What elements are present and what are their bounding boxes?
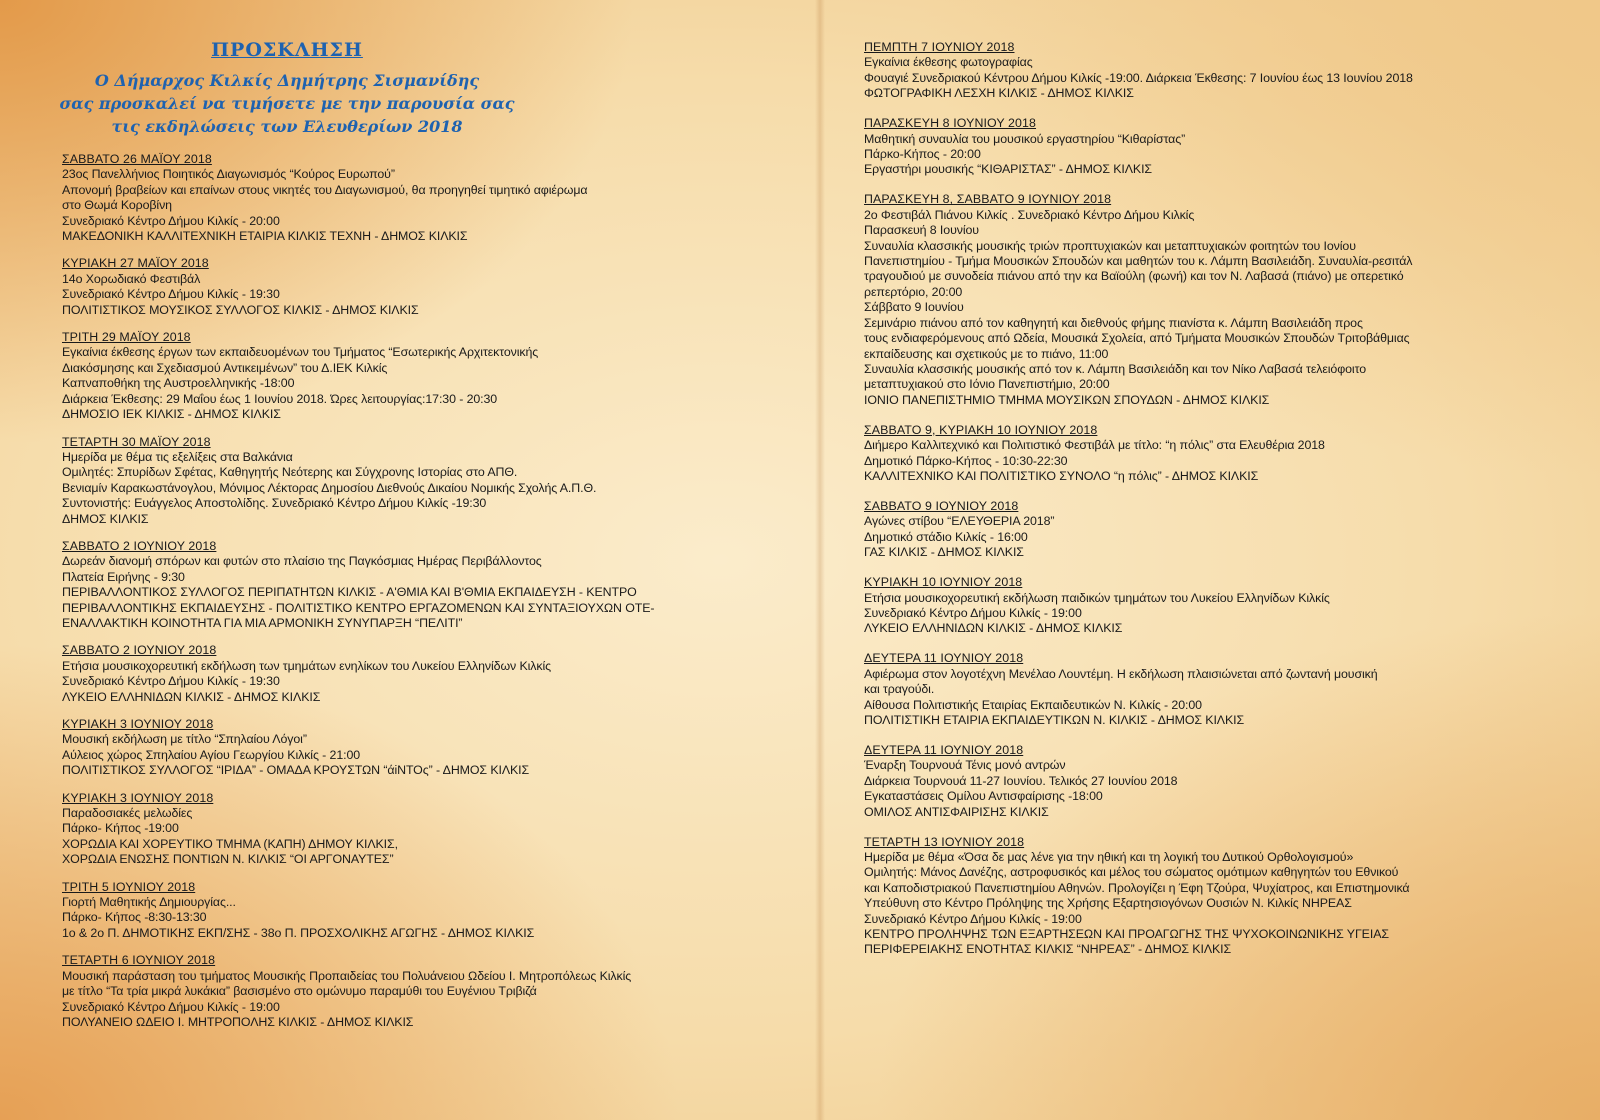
event-line: ΔΗΜΟΣ ΚΙΛΚΙΣ <box>62 511 149 526</box>
event-block <box>62 880 752 942</box>
event-date: ΣΑΒΒΑΤΟ 26 ΜΑΪΟΥ 2018 <box>62 152 212 166</box>
event-line: ΔΗΜΟΣΙΟ ΙΕΚ ΚΙΛΚΙΣ - ΔΗΜΟΣ ΚΙΛΚΙΣ <box>62 407 281 422</box>
event-line: Παραδοσιακές μελωδίες <box>62 806 193 821</box>
event-line: 1ο & 2ο Π. ΔΗΜΟΤΙΚΗΣ ΕΚΠ/ΣΗΣ - 38ο Π. ΠΡΟΣΧΟΛΙΚΗΣ ΑΓΩΓΗΣ - ΔΗΜΟΣ ΚΙΛΚΙΣ <box>62 925 535 940</box>
event-line: ΟΜΙΛΟΣ ΑΝΤΙΣΦΑΙΡΙΣΗΣ ΚΙΛΚΙΣ <box>864 804 1049 819</box>
event-line: Πάρκο- Κήπος -8:30-13:30 <box>62 910 207 925</box>
event-date: ΤΡΙΤΗ 29 ΜΑΪΟΥ 2018 <box>62 330 191 345</box>
event-date: ΚΥΡΙΑΚΗ 27 ΜΑΪΟΥ 2018 <box>62 256 209 271</box>
event-line: ΠΕΡΙΦΕΡΕΙΑΚΗΣ ΕΝΟΤΗΤΑΣ ΚΙΛΚΙΣ “ΝΗΡΕΑΣ” - ΔΗΜΟΣ ΚΙΛΚΙΣ <box>864 942 1232 957</box>
event-line: Πάρκο-Κήπος - 20:00 <box>864 147 981 162</box>
event-line: Διήμερο Καλλιτεχνικό και Πολιτιστικό Φεστιβάλ με τίτλο: “η πόλις” στα Ελευθέρια 2018 <box>864 438 1325 453</box>
event-line: Συνεδριακό Κέντρο Δήμου Κιλκίς - 19:00 <box>864 911 1082 926</box>
event-date: ΣΑΒΒΑΤΟ 2 ΙΟΥΝΙΟΥ 2018 <box>62 643 217 658</box>
right-event-list <box>864 40 1564 958</box>
right-column <box>864 0 1564 958</box>
event-line: Αφιέρωμα στον λογοτέχνη Μενέλαο Λουντέμη. Η εκδήλωση πλαισιώνεται από ζωντανή μουσική <box>864 666 1378 681</box>
event-block <box>864 116 1564 178</box>
event-line: ΚΕΝΤΡΟ ΠΡΟΛΗΨΗΣ ΤΩΝ ΕΞΑΡΤΗΣΕΩΝ ΚΑΙ ΠΡΟΑΓΩΓΗΣ ΤΗΣ ΨΥΧΟΚΟΙΝΩΝΙΚΗΣ ΥΓΕΙΑΣ <box>864 927 1389 942</box>
event-line: και Καποδιστριακού Πανεπιστημίου Αθηνών. Προλογίζει η Έφη Τζούρα, Ψυχίατρος, και Επιστημονικά <box>864 880 1410 895</box>
event-block <box>864 192 1564 408</box>
event-line: Ημερίδα με θέμα «Όσα δε μας λένε για την ηθική και τη λογική του Δυτικού Ορθολογισμού» <box>864 850 1354 865</box>
event-line: Ομιλητής: Μάνος Δανέζης, αστροφυσικός και μέλος του σώματος ομότιμων καθηγητών του Εθνικού <box>864 865 1399 880</box>
event-line: Ομιλητές: Σπυρίδων Σφέτας, Καθηγητής Νεότερης και Σύγχρονης Ιστορίας στο ΑΠΘ. <box>62 465 518 480</box>
event-line: ΠΕΡΙΒΑΛΛΟΝΤΙΚΟΣ ΣΥΛΛΟΓΟΣ ΠΕΡΙΠΑΤΗΤΩΝ ΚΙΛΚΙΣ - Α'ΘΜΙΑ ΚΑΙ Β'ΘΜΙΑ ΕΚΠΑΙΔΕΥΣΗ - ΚΕΝΤΡΟ <box>62 585 637 600</box>
event-line: Αγώνες στίβου “ΕΛΕΥΘΕΡΙΑ 2018” <box>864 514 1055 529</box>
event-date: ΚΥΡΙΑΚΗ 3 ΙΟΥΝΙΟΥ 2018 <box>62 717 214 731</box>
event-line: τραγουδιού με συνοδεία πιάνου από την κα Βαϊούλη (φωνή) και τον Ν. Λαβασά (πιάνο) με οπερετικό <box>864 269 1404 284</box>
event-line: Γιορτή Μαθητικής Δημιουργίας... <box>62 895 236 910</box>
event-line: Βενιαμίν Καρακωστάνογλου, Μόνιμος Λέκτορας Δημοσίου Διεθνούς Δικαίου Νομικής Σχολής Α.Π.Θ. <box>62 480 597 495</box>
event-line: με τίτλο “Τα τρία μικρά λυκάκια” βασισμένο στο ομώνυμο παραμύθι του Ευγένιου Τριβιζά <box>62 984 537 999</box>
event-line: μεταπτυχιακού στο Ιόνιο Πανεπιστήμιο, 20:00 <box>864 377 1110 392</box>
event-line: εκπαίδευσης και σχετικούς με το πιάνο, 11:00 <box>864 346 1109 361</box>
event-line: ρεπερτόριο, 20:00 <box>864 284 963 299</box>
event-line: ΠΟΛΙΤΙΣΤΙΚΟΣ ΣΥΛΛΟΓΟΣ “ΙΡΙΔΑ” - ΟΜΑΔΑ ΚΡΟΥΣΤΩΝ “άiΝΤΟς” - ΔΗΜΟΣ ΚΙΛΚΙΣ <box>62 763 530 778</box>
event-line: ΦΩΤΟΓΡΑΦΙΚΗ ΛΕΣΧΗ ΚΙΛΚΙΣ - ΔΗΜΟΣ ΚΙΛΚΙΣ <box>864 86 1134 101</box>
event-line: 2ο Φεστιβάλ Πιάνου Κιλκίς . Συνεδριακό Κέντρο Δήμου Κιλκίς <box>864 207 1195 222</box>
event-date: ΔΕΥΤΕΡΑ 11 ΙΟΥΝΙΟΥ 2018 <box>864 651 1024 666</box>
event-block <box>62 152 752 244</box>
event-line: Μουσική εκδήλωση με τίτλο “Σπηλαίου Λόγοι” <box>62 732 307 747</box>
event-line: Πανεπιστημίου - Τμήμα Μουσικών Σπουδών και μαθητών του κ. Λάμπη Βασιλειάδη. Συναυλία-ρεσιτάλ <box>864 254 1413 269</box>
event-date: ΤΡΙΤΗ 5 ΙΟΥΝΙΟΥ 2018 <box>62 879 196 894</box>
event-block <box>62 717 752 779</box>
invitation-subtitle <box>0 69 632 138</box>
event-line: Δημοτικό Πάρκο-Κήπος - 10:30-22:30 <box>864 453 1068 468</box>
event-line: Συναυλία κλασσικής μουσικής από τον κ. Λάμπη Βασιλειάδη και τον Νίκο Λαβασά τελειόφοιτο <box>864 361 1366 376</box>
event-line: Μουσική παράσταση του τμήματος Μουσικής Προπαιδείας του Πολυάνειου Ωδείου Ι. Μητροπόλεως Κιλκίς <box>62 968 632 983</box>
event-line: και τραγούδι. <box>864 682 935 697</box>
event-line: Εγκαίνια έκθεσης φωτογραφίας <box>864 55 1033 70</box>
event-block <box>864 575 1564 637</box>
event-date: ΣΑΒΒΑΤΟ 9, ΚΥΡΙΑΚΗ 10 ΙΟΥΝΙΟΥ 2018 <box>864 422 1098 437</box>
event-line: Δημοτικό στάδιο Κιλκίς - 16:00 <box>864 529 1028 544</box>
event-line: Μαθητική συναυλία του μουσικού εργαστηρίου “Κιθαρίστας” <box>864 131 1186 146</box>
event-line: Εγκαταστάσεις Ομίλου Αντισφαίρισης -18:00 <box>864 789 1103 804</box>
event-line: Συντονιστής: Ευάγγελος Αποστολίδης. Συνεδριακό Κέντρο Δήμου Κιλκίς -19:30 <box>62 496 487 511</box>
event-line: Δωρεάν διανομή σπόρων και φυτών στο πλαίσιο της Παγκόσμιας Ημέρας Περιβάλλοντος <box>62 554 542 569</box>
event-line: Ετήσια μουσικοχορευτική εκδήλωση των τμημάτων ενηλίκων του Λυκείου Ελληνίδων Κιλκίς <box>62 658 551 673</box>
event-date: ΤΕΤΑΡΤΗ 6 ΙΟΥΝΙΟΥ 2018 <box>62 953 216 968</box>
subtitle-line: σας προσκαλεί να τιμήσετε με την παρουσία σας <box>59 94 515 113</box>
event-block <box>62 643 752 705</box>
event-line: ΠΕΡΙΒΑΛΛΟΝΤΙΚΗΣ ΕΚΠΑΙΔΕΥΣΗΣ - ΠΟΛΙΤΙΣΤΙΚΟ ΚΕΝΤΡΟ ΕΡΓΑΖΟΜΕΝΩΝ ΚΑΙ ΣΥΝΤΑΞΙΟΥΧΩΝ ΟΤΕ- <box>62 600 655 615</box>
event-line: ΚΑΛΛΙΤΕΧΝΙΚΟ ΚΑΙ ΠΟΛΙΤΙΣΤΙΚΟ ΣΥΝΟΛΟ “η πόλις” - ΔΗΜΟΣ ΚΙΛΚΙΣ <box>864 468 1259 483</box>
event-line: ΕΝΑΛΛΑΚΤΙΚΗ ΚΟΙΝΟΤΗΤΑ ΓΙΑ ΜΙΑ ΑΡΜΟΝΙΚΗ ΣΥΝΥΠΑΡΞΗ “ΠΕΛΙΤΙ” <box>62 615 463 630</box>
event-line: Διάρκεια Τουρνουά 11-27 Ιουνίου. Τελικός 27 Ιουνίου 2018 <box>864 773 1178 788</box>
event-line: Διακόσμησης και Σχεδιασμού Αντικειμένων” του Δ.ΙΕΚ Κιλκίς <box>62 360 388 375</box>
event-date: ΣΑΒΒΑΤΟ 2 ΙΟΥΝΙΟΥ 2018 <box>62 538 217 553</box>
event-date: ΠΑΡΑΣΚΕΥΗ 8, ΣΑΒΒΑΤΟ 9 ΙΟΥΝΙΟΥ 2018 <box>864 192 1112 207</box>
event-date: ΣΑΒΒΑΤΟ 9 ΙΟΥΝΙΟΥ 2018 <box>864 498 1019 513</box>
event-block <box>62 539 752 631</box>
event-block <box>62 330 752 422</box>
event-line: Παρασκευή 8 Ιουνίου <box>864 223 979 238</box>
event-line: 23ος Πανελλήνιος Ποιητικός Διαγωνισμός “Κούρος Ευρωπού” <box>62 167 395 182</box>
event-line: ΛΥΚΕΙΟ ΕΛΛΗΝΙΔΩΝ ΚΙΛΚΙΣ - ΔΗΜΟΣ ΚΙΛΚΙΣ <box>62 689 321 704</box>
event-line: Συνεδριακό Κέντρο Δήμου Κιλκίς - 19:00 <box>864 605 1082 620</box>
event-line: Σάββατο 9 Ιουνίου <box>864 300 964 315</box>
event-block <box>62 435 752 527</box>
event-line: Καπναποθήκη της Αυστροελληνικής -18:00 <box>62 376 295 391</box>
event-date: ΔΕΥΤΕΡΑ 11 ΙΟΥΝΙΟΥ 2018 <box>864 743 1024 757</box>
event-line: ΛΥΚΕΙΟ ΕΛΛΗΝΙΔΩΝ ΚΙΛΚΙΣ - ΔΗΜΟΣ ΚΙΛΚΙΣ <box>864 621 1123 636</box>
event-block <box>864 499 1564 561</box>
event-block <box>864 40 1564 102</box>
event-block <box>62 791 752 868</box>
event-block <box>62 256 752 318</box>
left-event-list <box>62 152 752 1030</box>
event-line: Φουαγιέ Συνεδριακού Κέντρου Δήμου Κιλκίς -19:00. Διάρκεια Έκθεσης: 7 Ιουνίου έως 13 Ιουνίου 2018 <box>864 70 1413 85</box>
event-line: Υπεύθυνη στο Κέντρο Πρόληψης της Χρήσης Εξαρτησιογόνων Ουσιών Ν. Κιλκίς ΝΗΡΕΑΣ <box>864 896 1352 911</box>
event-line: Πάρκο- Κήπος -19:00 <box>62 821 179 836</box>
event-line: τους ενδιαφερόμενους από Ωδεία, Μουσικά Σχολεία, από Τμήματα Μουσικών Σπουδών Τριτοβάθμιας <box>864 331 1410 346</box>
page-fold <box>815 0 825 1120</box>
event-line: 14ο Χορωδιακό Φεστιβάλ <box>62 271 201 286</box>
event-line: Έναρξη Τουρνουά Τένις μονό αντρών <box>864 758 1066 773</box>
event-block <box>62 953 752 1030</box>
event-block <box>864 835 1564 958</box>
event-line: Συνεδριακό Κέντρο Δήμου Κιλκίς - 20:00 <box>62 213 280 228</box>
event-date: ΚΥΡΙΑΚΗ 10 ΙΟΥΝΙΟΥ 2018 <box>864 575 1023 590</box>
event-line: ΠΟΛΙΤΙΣΤΙΚΗ ΕΤΑΙΡΙΑ ΕΚΠΑΙΔΕΥΤΙΚΩΝ Ν. ΚΙΛΚΙΣ - ΔΗΜΟΣ ΚΙΛΚΙΣ <box>864 713 1245 727</box>
event-block <box>864 743 1564 820</box>
event-line: ΜΑΚΕΔΟΝΙΚΗ ΚΑΛΛΙΤΕΧΝΙΚΗ ΕΤΑΙΡΙΑ ΚΙΛΚΙΣ ΤΕΧΝΗ - ΔΗΜΟΣ ΚΙΛΚΙΣ <box>62 229 468 244</box>
event-line: Εγκαίνια έκθεσης έργων των εκπαιδευομένων του Τμήματος “Εσωτερικής Αρχιτεκτονικής <box>62 345 539 360</box>
event-line: ΠΟΛΙΤΙΣΤΙΚΟΣ ΜΟΥΣΙΚΟΣ ΣΥΛΛΟΓΟΣ ΚΙΛΚΙΣ - ΔΗΜΟΣ ΚΙΛΚΙΣ <box>62 302 419 317</box>
event-date: ΤΕΤΑΡΤΗ 30 ΜΑΪΟΥ 2018 <box>62 434 211 449</box>
event-date: ΠΑΡΑΣΚΕΥΗ 8 ΙΟΥΝΙΟΥ 2018 <box>864 116 1037 131</box>
event-line: Συνεδριακό Κέντρο Δήμου Κιλκίς - 19:30 <box>62 674 280 689</box>
event-line: ΧΟΡΩΔΙΑ ΚΑΙ ΧΟΡΕΥΤΙΚΟ ΤΜΗΜΑ (ΚΑΠΗ) ΔΗΜΟΥ ΚΙΛΚΙΣ, <box>62 836 398 851</box>
left-column <box>59 0 752 1030</box>
event-line: ΧΟΡΩΔΙΑ ΕΝΩΣΗΣ ΠΟΝΤΙΩΝ Ν. ΚΙΛΚΙΣ “ΟΙ ΑΡΓΟΝΑΥΤΕΣ” <box>62 852 394 867</box>
event-date: ΤΕΤΑΡΤΗ 13 ΙΟΥΝΙΟΥ 2018 <box>864 834 1025 849</box>
event-line: Απονομή βραβείων και επαίνων στους νικητές του Διαγωνισμού, θα προηγηθεί τιμητικό αφιέρωμα <box>62 182 588 197</box>
event-line: Συνεδριακό Κέντρο Δήμου Κιλκίς - 19:30 <box>62 287 280 302</box>
event-line: ΙΟΝΙΟ ΠΑΝΕΠΙΣΤΗΜΙΟ ΤΜΗΜΑ ΜΟΥΣΙΚΩΝ ΣΠΟΥΔΩΝ - ΔΗΜΟΣ ΚΙΛΚΙΣ <box>864 392 1270 407</box>
event-line: ΠΟΛΥΑΝΕΙΟ ΩΔΕΙΟ Ι. ΜΗΤΡΟΠΟΛΗΣ ΚΙΛΚΙΣ - ΔΗΜΟΣ ΚΙΛΚΙΣ <box>62 1014 414 1029</box>
event-line: Αύλειος χώρος Σπηλαίου Αγίου Γεωργίου Κιλκίς - 21:00 <box>62 747 361 762</box>
subtitle-line: Ο Δήμαρχος Κιλκίς Δημήτρης Σισμανίδης <box>94 71 480 90</box>
event-date: ΚΥΡΙΑΚΗ 3 ΙΟΥΝΙΟΥ 2018 <box>62 790 214 805</box>
event-date: ΠΕΜΠΤΗ 7 ΙΟΥΝΙΟΥ 2018 <box>864 40 1015 54</box>
event-line: Συνεδριακό Κέντρο Δήμου Κιλκίς - 19:00 <box>62 999 280 1014</box>
event-line: ΓΑΣ ΚΙΛΚΙΣ - ΔΗΜΟΣ ΚΙΛΚΙΣ <box>864 545 1024 560</box>
invitation-title: ΠΡΟΣΚΛΗΣΗ <box>211 39 363 61</box>
event-line: Σεμινάριο πιάνου από τον καθηγητή και διεθνούς φήμης πιανίστα κ. Λάμπη Βασιλειάδη προς <box>864 315 1363 330</box>
event-line: Αίθουσα Πολιτιστικής Εταιρίας Εκπαιδευτικών Ν. Κιλκίς - 20:00 <box>864 697 1202 712</box>
event-line: Ημερίδα με θέμα τις εξελίξεις στα Βαλκάνια <box>62 449 293 464</box>
event-block <box>864 423 1564 485</box>
event-line: Ετήσια μουσικοχορευτική εκδήλωση παιδικών τμημάτων του Λυκείου Ελληνίδων Κιλκίς <box>864 590 1330 605</box>
event-line: Διάρκεια Έκθεσης: 29 Μαΐου έως 1 Ιουνίου 2018. Ώρες λειτουργίας:17:30 - 20:30 <box>62 391 498 406</box>
event-line: Πλατεία Ειρήνης - 9:30 <box>62 569 185 584</box>
event-line: Συναυλία κλασσικής μουσικής τριών προπτυχιακών και μεταπτυχιακών φοιτητών του Ιονίου <box>864 238 1356 253</box>
event-block <box>864 651 1564 728</box>
event-line: στο Θωμά Κοροβίνη <box>62 198 172 213</box>
event-line: Εργαστήρι μουσικής “ΚΙΘΑΡΙΣΤΑΣ” - ΔΗΜΟΣ ΚΙΛΚΙΣ <box>864 162 1152 177</box>
subtitle-line: τις εκδηλώσεις των Ελευθερίων 2018 <box>111 117 463 136</box>
